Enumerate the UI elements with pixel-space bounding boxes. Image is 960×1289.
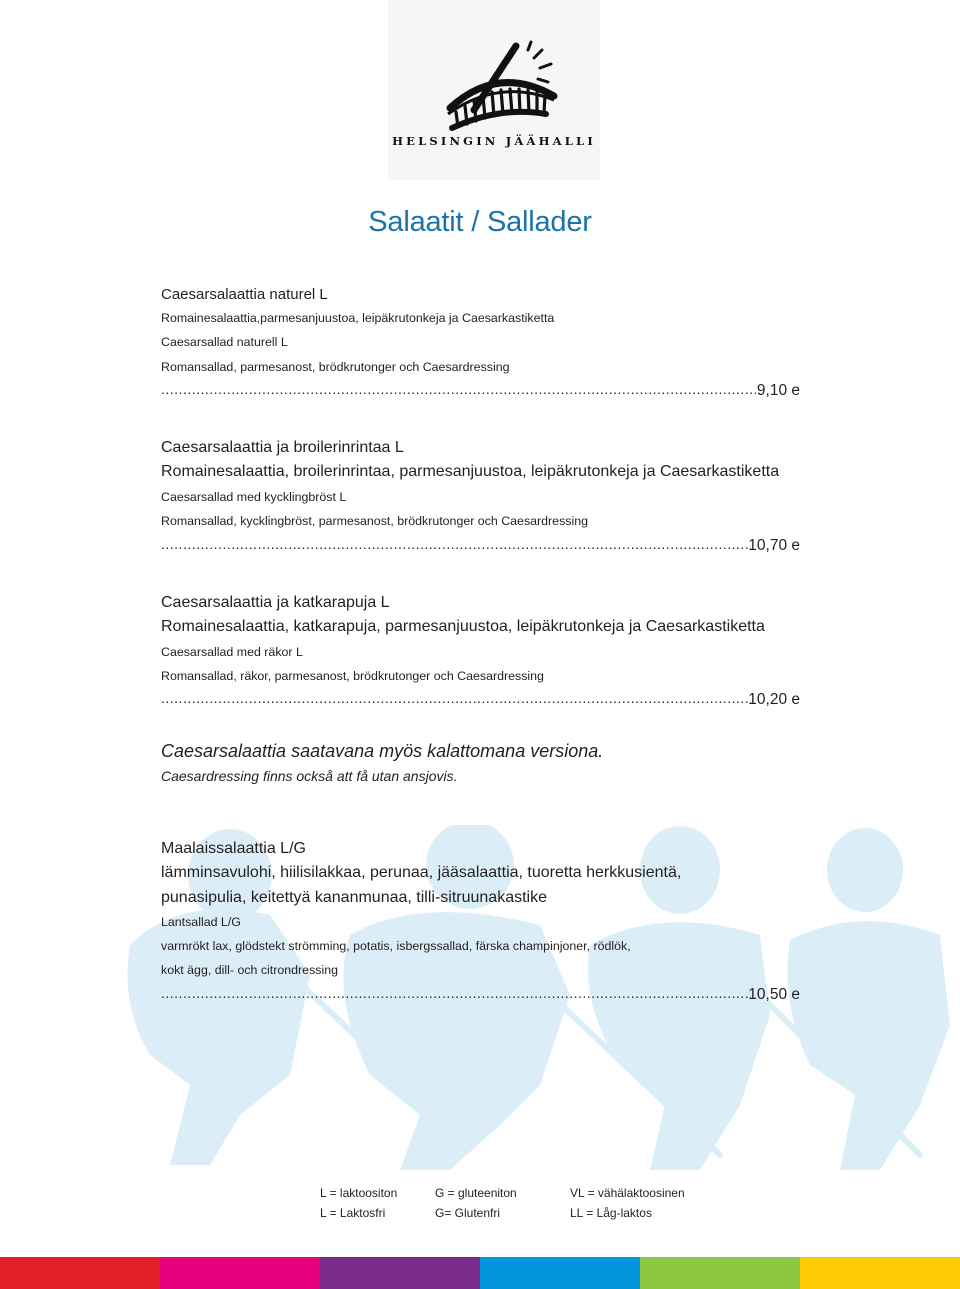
legend-l-fi: L = laktoositon	[320, 1186, 398, 1200]
item-4-fi-description-line-2: punasipulia, keitettyä kananmunaa, tilli-sitruunakastike	[161, 889, 547, 906]
item-4-sv-description-line-1: varmrökt lax, glödstekt strömming, potatis, isbergssallad, färska champinjoner, rödlök,	[161, 939, 631, 953]
item-4-price: 10,50 e	[748, 986, 800, 1003]
item-3-sv-description: Romansallad, räkor, parmesanost, brödkrutonger och Caesardressing	[161, 669, 544, 683]
item-1-leader-dots	[161, 381, 756, 397]
item-2-price: 10,70 e	[748, 537, 800, 554]
note-sv: Caesardressing finns också att få utan ansjovis.	[161, 768, 458, 784]
arena-logo-graphic	[388, 0, 600, 180]
page-title: Salaatit / Sallader	[368, 206, 592, 238]
item-1-sv-name: Caesarsallad naturell L	[161, 335, 288, 349]
item-1-price: 9,10 e	[756, 382, 800, 399]
color-stripe-yellow	[800, 1257, 960, 1289]
item-3-fi-description: Romainesalaattia, katkarapuja, parmesanjuustoa, leipäkrutonkeja ja Caesarkastiketta	[161, 618, 765, 635]
legend-l-sv: L = Laktosfri	[320, 1206, 386, 1220]
color-stripe-green	[640, 1257, 801, 1289]
legend-ll-sv: LL = Låg-laktos	[570, 1206, 652, 1220]
color-stripe-purple	[320, 1257, 481, 1289]
item-2-sv-name: Caesarsallad med kycklingbröst L	[161, 490, 347, 504]
item-2-sv-description: Romansallad, kycklingbröst, parmesanost, brödkrutonger och Caesardressing	[161, 514, 588, 528]
legend-g-sv: G= Glutenfri	[435, 1206, 501, 1220]
item-2-fi-description: Romainesalaattia, broilerinrintaa, parmesanjuustoa, leipäkrutonkeja ja Caesarkastiketta	[161, 463, 780, 480]
item-4-fi-name: Maalaissalaattia L/G	[161, 840, 306, 857]
item-3-sv-name: Caesarsallad med räkor L	[161, 645, 303, 659]
color-stripe-red	[0, 1257, 161, 1289]
color-stripe-blue	[480, 1257, 641, 1289]
item-4-leader-dots	[161, 985, 751, 1001]
logo-wordmark: HELSINGIN JÄÄHALLI	[392, 134, 596, 148]
item-4-sv-description-line-2: kokt ägg, dill- och citrondressing	[161, 963, 338, 977]
item-3-fi-name: Caesarsalaattia ja katkarapuja L	[161, 594, 390, 611]
item-4-sv-name: Lantsallad L/G	[161, 915, 241, 929]
helsingin-jaahalli-logo	[388, 0, 600, 180]
item-1-fi-name: Caesarsalaattia naturel L	[161, 286, 328, 303]
item-2-fi-name: Caesarsalaattia ja broilerinrintaa L	[161, 439, 404, 456]
item-3-leader-dots	[161, 690, 751, 706]
legend-vl-fi: VL = vähälaktoosinen	[570, 1186, 685, 1200]
item-1-sv-description: Romansallad, parmesanost, brödkrutonger och Caesardressing	[161, 360, 510, 374]
item-1-fi-description: Romainesalaattia,parmesanjuustoa, leipäkrutonkeja ja Caesarkastiketta	[161, 311, 555, 325]
note-fi: Caesarsalaattia saatavana myös kalattomana versiona.	[161, 741, 604, 761]
item-2-leader-dots	[161, 536, 751, 552]
item-4-fi-description-line-1: lämminsavulohi, hiilisilakkaa, perunaa, jääsalaattia, tuoretta herkkusientä,	[161, 864, 682, 881]
item-3-price: 10,20 e	[748, 691, 800, 708]
color-stripe-magenta	[160, 1257, 321, 1289]
legend-g-fi: G = gluteeniton	[435, 1186, 517, 1200]
